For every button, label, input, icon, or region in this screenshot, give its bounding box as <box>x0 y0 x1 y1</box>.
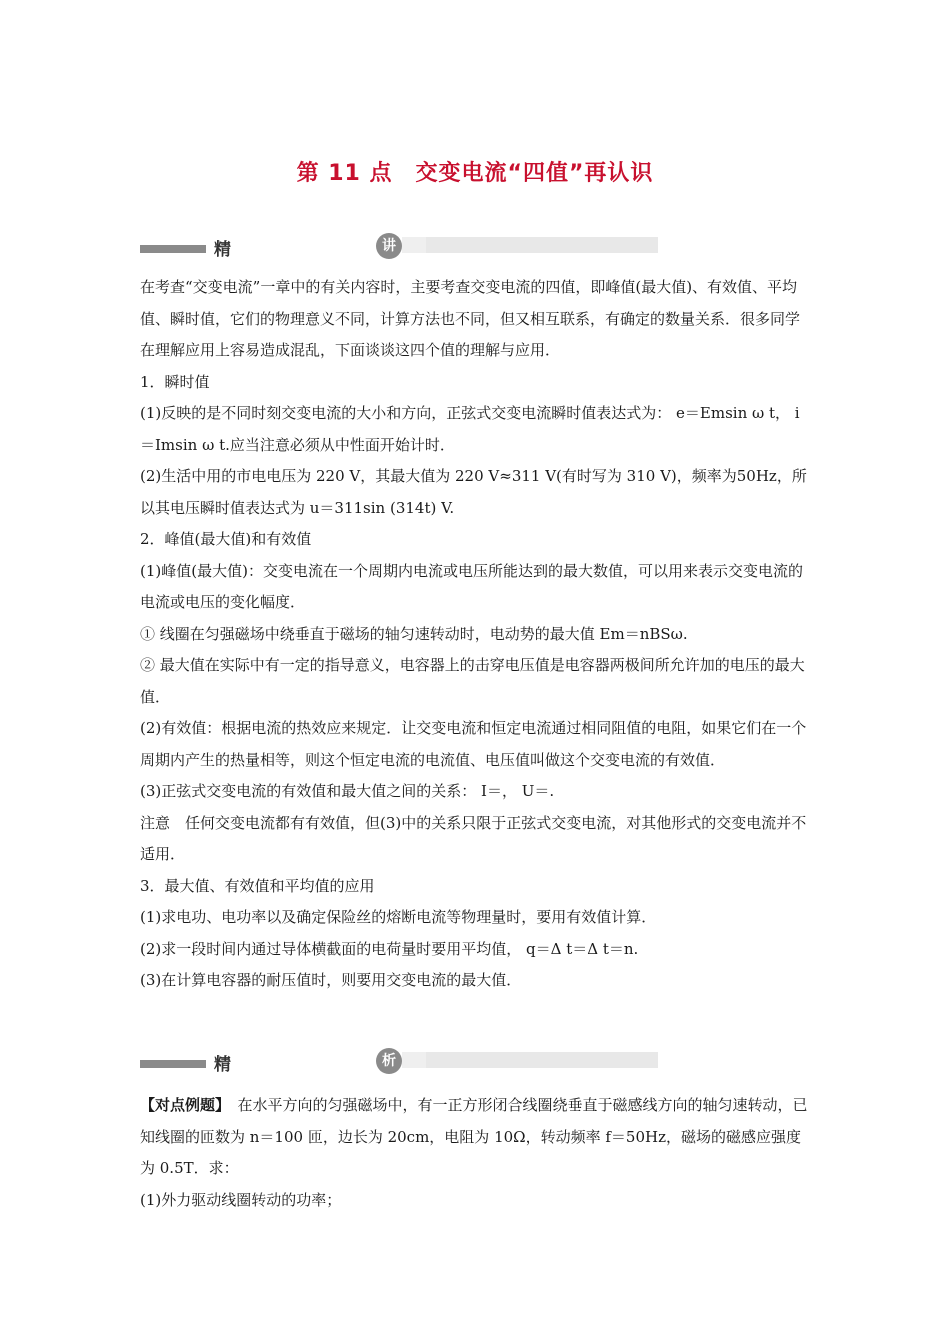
section-label: 精 <box>214 240 231 260</box>
paragraph-instant-2: (2)生活中用的市电电压为 220 V，其最大值为 220 V≈311 V(有时写为 310 V)，频率为50Hz，所以其电压瞬时值表达式为 u＝311sin (314t) V. <box>140 467 807 517</box>
paragraph-note: 注意 任何交变电流都有有效值，但(3)中的关系只限于正弦式交变电流，对其他形式的交变电流并不适用． <box>140 813 807 863</box>
example-text <box>140 1090 812 1216</box>
main-text <box>140 272 812 997</box>
paragraph-instant-1: (1)反映的是不同时刻交变电流的大小和方向，正弦式交变电流瞬时值表达式为： e＝Emsin ω t， i＝Imsin ω t.应当注意必须从中性面开始计时． <box>140 404 800 454</box>
paragraph-app-2: (2)求一段时间内通过导体横截面的电荷量时要用平均值， q＝Δ t＝Δ t＝n. <box>140 939 639 958</box>
paragraph-peak-2: ① 线圈在匀强磁场中绕垂直于磁场的轴匀速转动时，电动势的最大值 Em＝nBSω. <box>140 624 688 643</box>
section-label: 精 <box>214 1055 231 1075</box>
section-header-jingxi <box>140 1050 520 1076</box>
example-tag: 【对点例题】 <box>140 1096 223 1114</box>
paragraph-effective-1: (2)有效值：根据电流的热效应来规定．让交变电流和恒定电流通过相同阻值的电阻，如果它们在一个周期内产生的热量相等，则这个恒定电流的电流值、电压值叫做这个交变电流的有效值． <box>140 719 807 769</box>
paragraph-peak-3: ② 最大值在实际中有一定的指导意义，电容器上的击穿电压值是电容器两极间所允许加的电压的最大值． <box>140 656 805 706</box>
paragraph-effective-2: (3)正弦式交变电流的有效值和最大值之间的关系： I＝， U＝. <box>140 782 555 800</box>
heading-instantaneous: 1．瞬时值 <box>140 372 210 391</box>
example-paragraph <box>140 1090 812 1185</box>
paragraph-peak-1: (1)峰值(最大值)：交变电流在一个周期内电流或电压所能达到的最大数值，可以用来表示交变电流的电流或电压的变化幅度． <box>140 561 803 611</box>
section-bar-dark <box>140 245 206 253</box>
section-circle-icon: 讲 <box>376 233 402 259</box>
heading-applications: 3．最大值、有效值和平均值的应用 <box>140 876 375 895</box>
section-bar-dark <box>140 1060 206 1068</box>
section-bar-light <box>426 1052 658 1068</box>
page-title: 第 11 点 交变电流“四值”再认识 <box>296 161 654 186</box>
paragraph-intro: 在考查“交变电流”一章中的有关内容时，主要考查交变电流的四值，即峰值(最大值)、有效值、平均值、瞬时值，它们的物理意义不同，计算方法也不同，但又相互联系，有确定的数量关系．很多同学在理解应用上容易造成混乱，下面谈谈这四个值的理解与应用． <box>140 278 801 359</box>
example-question-1: (1)外力驱动线圈转动的功率； <box>140 1190 342 1209</box>
section-header-jingjiang <box>140 235 520 261</box>
section-circle-icon: 析 <box>376 1048 402 1074</box>
paragraph-app-1: (1)求电功、电功率以及确定保险丝的熔断电流等物理量时，要用有效值计算． <box>140 908 657 926</box>
example-body: 在水平方向的匀强磁场中，有一正方形闭合线圈绕垂直于磁感线方向的轴匀速转动，已知线圈的匝数为 n＝100 匝，边长为 20cm，电阻为 10Ω，转动频率 f＝50Hz，磁场的磁感应强度为 0.5T．求： <box>140 1096 808 1177</box>
paragraph-app-3: (3)在计算电容器的耐压值时，则要用交变电流的最大值． <box>140 971 522 989</box>
heading-peak-effective: 2．峰值(最大值)和有效值 <box>140 530 312 548</box>
section-bar-light <box>426 237 658 253</box>
